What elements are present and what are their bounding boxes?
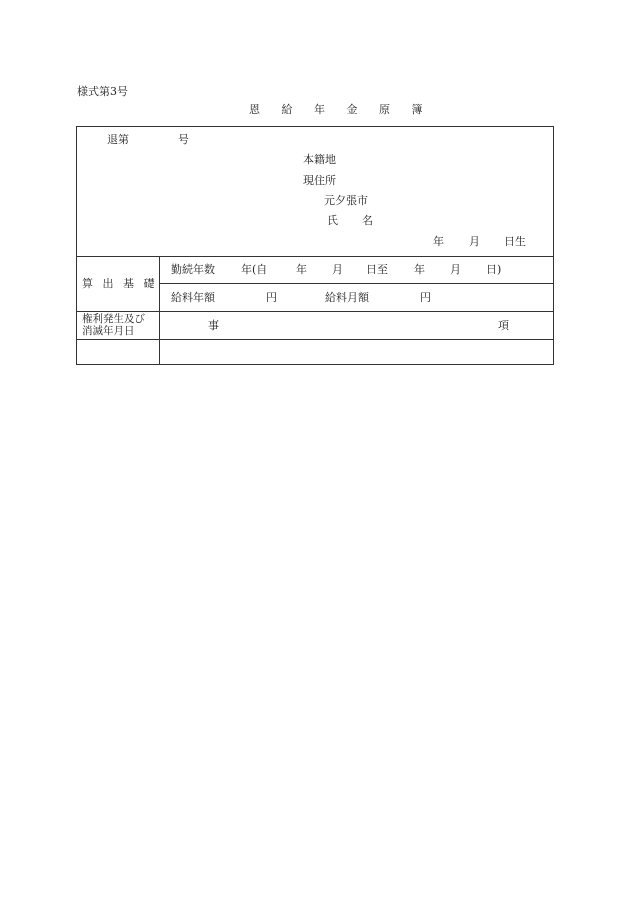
name-label-surname: 氏	[327, 214, 338, 227]
matter-column-heading-start: 事	[208, 319, 219, 332]
annual-salary-label: 給料年額	[171, 291, 215, 304]
row-divider-2	[160, 283, 553, 284]
row-divider-4	[77, 339, 553, 340]
row-divider-1	[77, 256, 553, 257]
birth-day-label: 日生	[504, 235, 526, 248]
service-to-day: 日)	[486, 263, 502, 276]
pension-register-table	[76, 126, 554, 365]
birth-month-label: 月	[469, 235, 480, 248]
monthly-salary-unit: 円	[420, 291, 431, 304]
row-divider-3	[77, 311, 553, 312]
service-to-month: 月	[450, 263, 461, 276]
service-from-month: 月	[332, 263, 343, 276]
document-title: 恩 給 年 金 原 簿	[249, 103, 432, 116]
rights-date-label-line2: 消滅年月日	[82, 325, 135, 337]
service-years-label: 勤続年数	[171, 263, 215, 276]
retirement-number-suffix: 号	[178, 133, 189, 146]
service-from-day: 日至	[366, 263, 388, 276]
form-number: 様式第3号	[77, 85, 128, 98]
matter-column-heading-end: 項	[498, 319, 509, 332]
column-divider	[159, 256, 160, 364]
domicile-label: 本籍地	[303, 153, 336, 166]
monthly-salary-label: 給料月額	[325, 291, 369, 304]
rights-date-label-line1: 権利発生及び	[82, 313, 145, 325]
birth-year-label: 年	[433, 235, 444, 248]
retirement-number-prefix: 退第	[107, 133, 129, 146]
service-from-year-unit: 年	[296, 263, 307, 276]
service-from-year: 年(自	[241, 263, 268, 276]
name-label-given: 名	[362, 214, 373, 227]
city-name: 元夕張市	[324, 194, 368, 207]
current-address-label: 現住所	[303, 174, 336, 187]
service-to-year: 年	[414, 263, 425, 276]
annual-salary-unit: 円	[266, 291, 277, 304]
calculation-basis-label: 算 出 基 礎	[82, 277, 158, 290]
